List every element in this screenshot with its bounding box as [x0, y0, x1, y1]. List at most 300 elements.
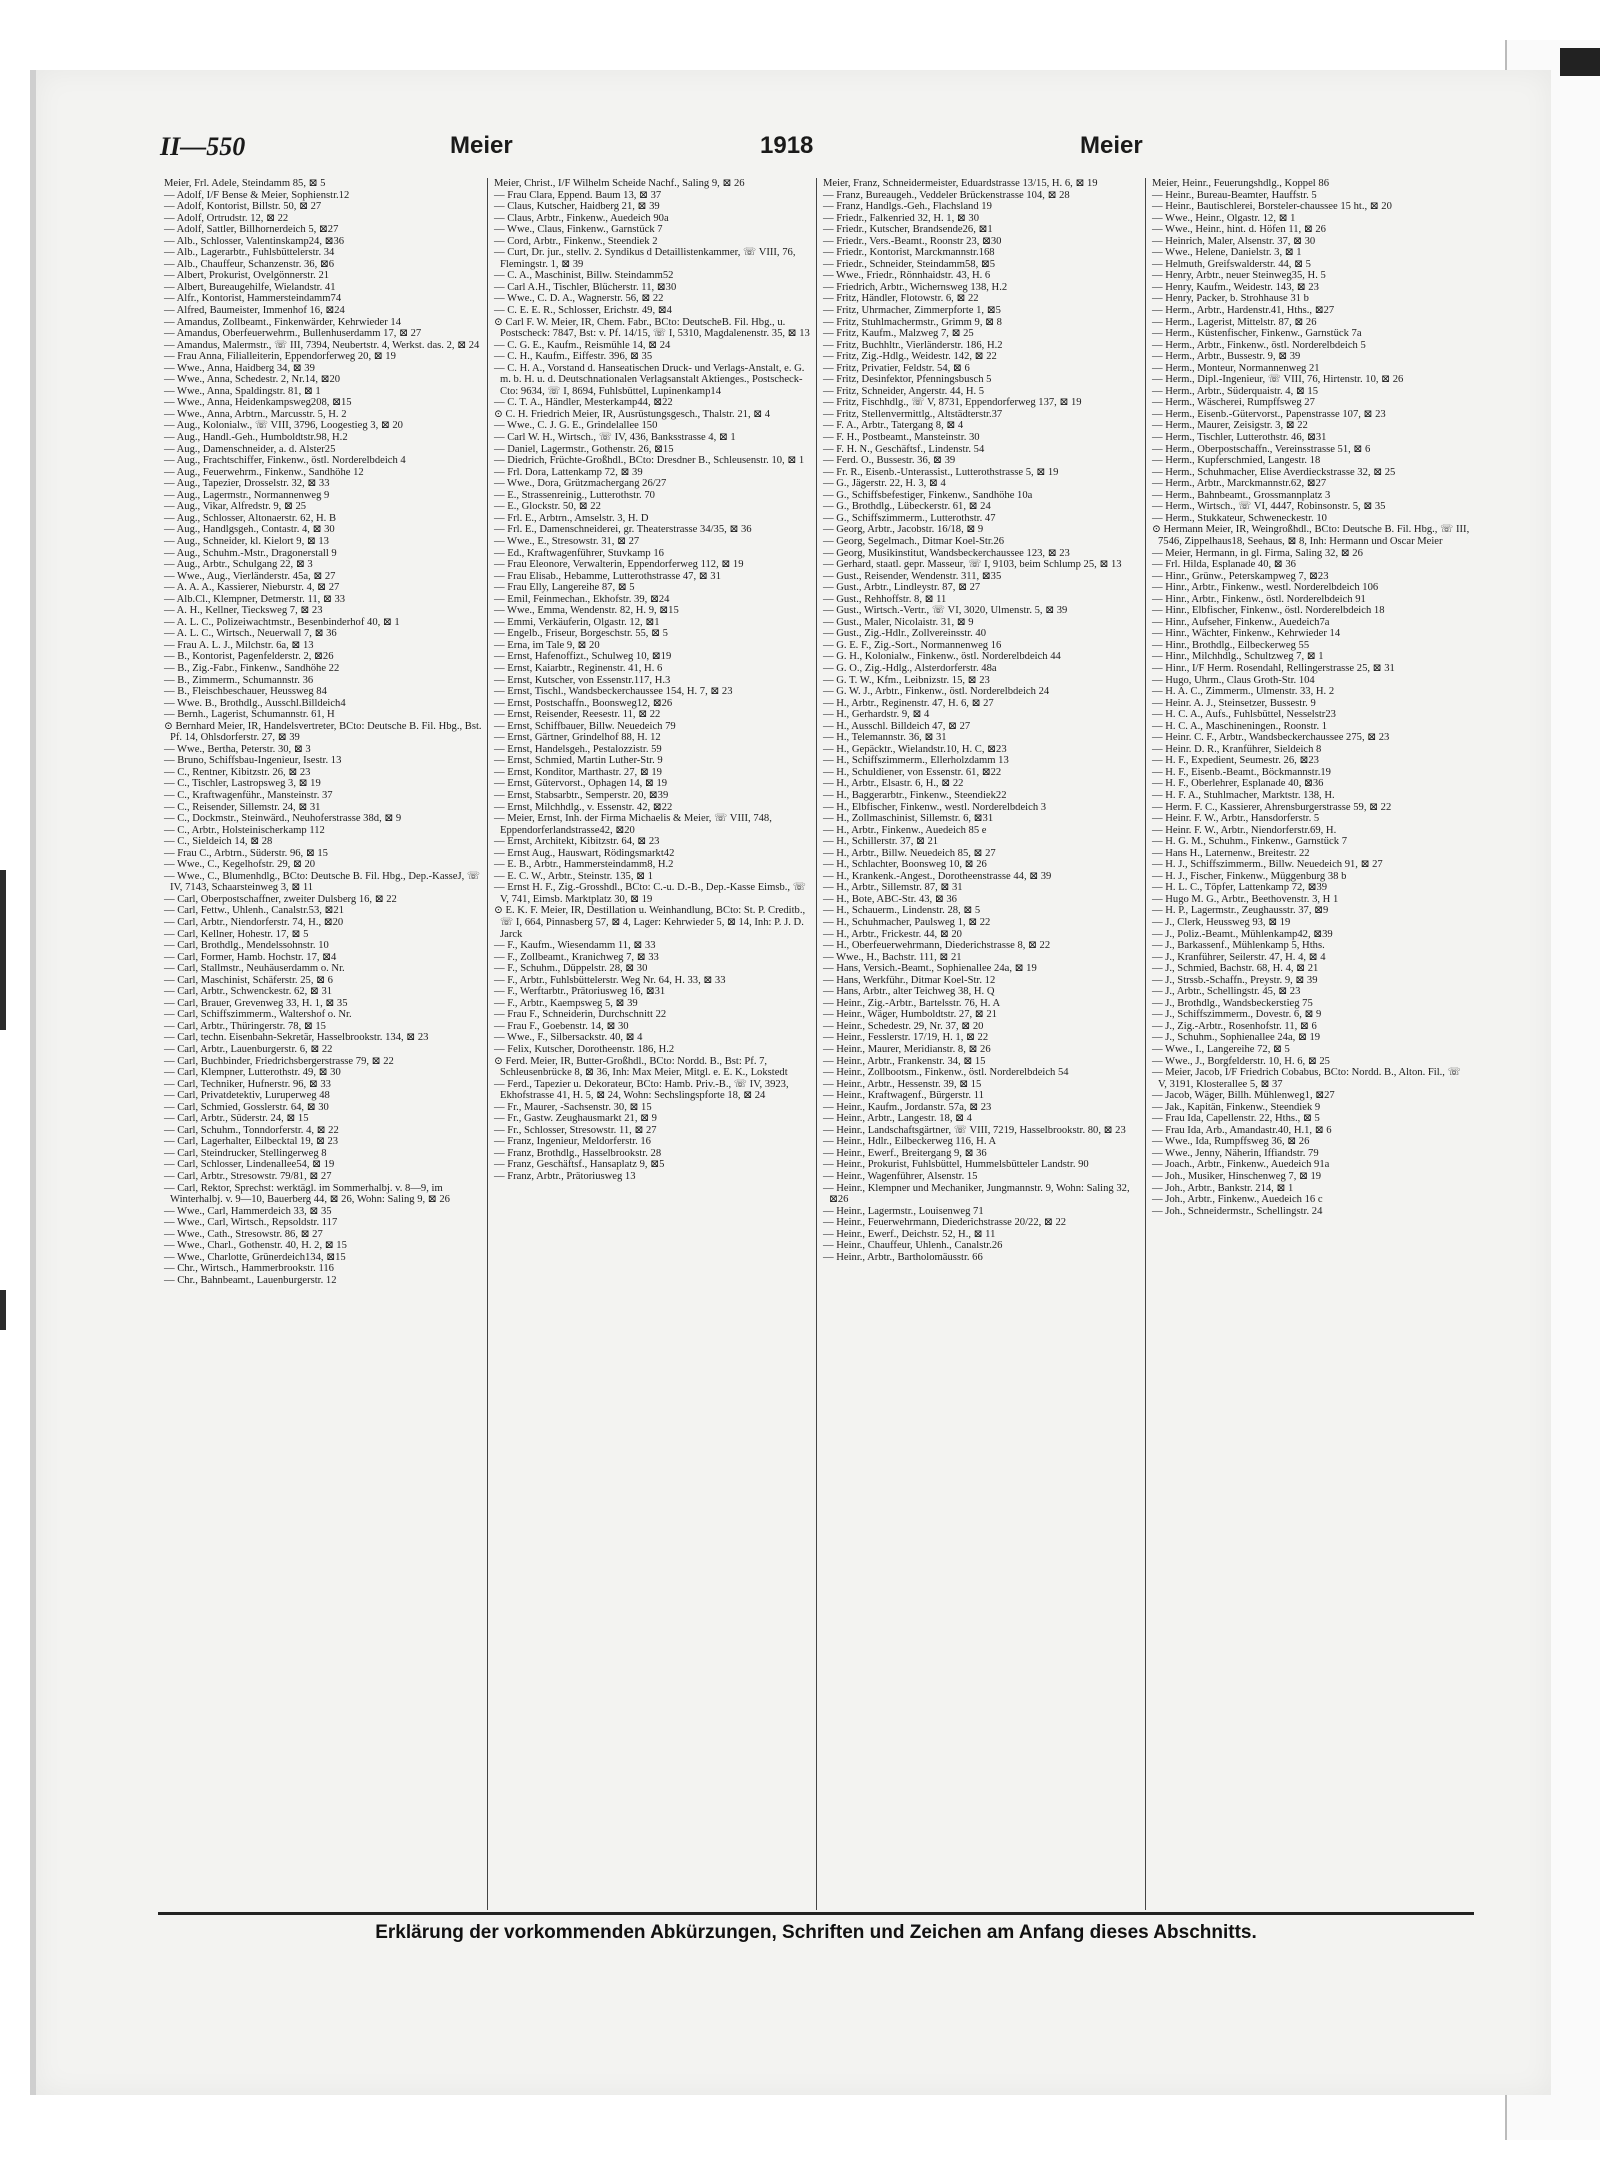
directory-entry: — Fr., Schlosser, Stresowstr. 11, ⊠ 27 — [494, 1124, 657, 1136]
directory-entry: — G. W. J., Arbtr., Finkenw., östl. Norderelbdeich 24 — [823, 686, 1050, 698]
directory-entry: — Fritz, Stellenvermittlg., Altstädterstr.37 — [823, 408, 1003, 420]
directory-entry: — Franz, Bureaugeh., Veddeler Brückenstrasse 104, ⊠ 28 — [823, 189, 1070, 201]
directory-entry: — B., Fleischbeschauer, Heussweg 84 — [164, 686, 327, 698]
directory-entry: — Heinr., Zig.-Arbtr., Bartelsstr. 76, H. A — [823, 997, 1001, 1009]
directory-entry: — Albert, Prokurist, Ovelgönnerstr. 21 — [164, 270, 330, 282]
directory-entry: — Herm., Bahnbeamt., Grossmannplatz 3 — [1152, 489, 1331, 501]
directory-entry: — E., Glockstr. 50, ⊠ 22 — [494, 501, 601, 513]
directory-entry: — H., Elbfischer, Finkenw., westl. Norderelbdeich 3 — [823, 801, 1047, 813]
directory-entry: — Aug., Schneider, kl. Kielort 9, ⊠ 13 — [164, 535, 329, 547]
directory-entry: — Alb.Cl., Klempner, Detmerstr. 11, ⊠ 33 — [164, 593, 346, 605]
directory-entry: — Heinr. D. R., Kranführer, Sieldeich 8 — [1152, 743, 1322, 755]
directory-entry: — Wwe., Anna, Heidenkampsweg208, ⊠15 — [164, 397, 352, 409]
directory-entry: ⊙ Hermann Meier, IR, Weingroßhdl., BCto: Deutsche B. Fil. Hbg., ☏ III, 7546, Zippelhaus18, Seehaus, ⊠ 8, Inh: Hermann und Oscar Meier — [1152, 524, 1470, 547]
directory-entry: — Carl, Schuhm., Tonndorferstr. 4, ⊠ 22 — [164, 1124, 339, 1136]
directory-entry: — G., Jägerstr. 22, H. 3, ⊠ 4 — [823, 478, 946, 490]
directory-entry: — Hugo, Uhrm., Claus Groth-Str. 104 — [1152, 674, 1315, 686]
directory-entry: — Franz, Geschäftsf., Hansaplatz 9, ⊠5 — [494, 1159, 665, 1171]
directory-entry: — J., Schmied, Bachstr. 68, H. 4, ⊠ 21 — [1152, 963, 1319, 975]
directory-entry: — Heinr., Wäger, Humboldtstr. 27, ⊠ 21 — [823, 1009, 997, 1021]
directory-entry: — Alb., Schlosser, Valentinskamp24, ⊠36 — [164, 235, 345, 247]
directory-entry: — Herm., Lagerist, Mittelstr. 87, ⊠ 26 — [1152, 316, 1317, 328]
directory-entry: — Gust., Zig.-Hdlr., Zollvereinsstr. 40 — [823, 628, 987, 640]
directory-entry: Meier, Christ., I/F Wilhelm Scheide Nachf., Saling 9, ⊠ 26 — [494, 178, 745, 189]
running-head-right: Meier — [1080, 132, 1143, 159]
directory-entry: — J., Zig.-Arbtr., Rosenhofstr. 11, ⊠ 6 — [1152, 1020, 1317, 1032]
directory-entry: — H., Arbtr., Frickestr. 44, ⊠ 20 — [823, 928, 962, 940]
directory-entry: — Ernst, Architekt, Kibitzstr. 64, ⊠ 23 — [494, 836, 660, 848]
directory-entry: — Joach., Arbtr., Finkenw., Auedeich 91a — [1152, 1159, 1330, 1171]
directory-entry: — Heinr., Kaufm., Jordanstr. 57a, ⊠ 23 — [823, 1101, 992, 1113]
directory-entry: — Alb., Lagerarbtr., Fuhlsbüttelerstr. 34 — [164, 247, 335, 259]
binding-mark — [0, 1290, 6, 1330]
directory-entry: — Herm., Wäscherei, Rumpffsweg 27 — [1152, 397, 1315, 409]
directory-entry: — Carl, Privatdetektiv, Luruperweg 48 — [164, 1090, 330, 1102]
directory-entry: — Herm., Oberpostschaffn., Vereinsstrasse 51, ⊠ 6 — [1152, 443, 1371, 455]
directory-entry: — Carl, Schlosser, Lindenallee54, ⊠ 19 — [164, 1159, 335, 1171]
directory-entry: — Ernst, Hafenoffizt., Schulweg 10, ⊠19 — [494, 651, 672, 663]
directory-entry: — Fritz, Privatier, Feldstr. 54, ⊠ 6 — [823, 362, 970, 374]
directory-entry: — H., Arbtr., Finkenw., Auedeich 85 e — [823, 824, 987, 836]
directory-entry: — C., Kraftwagenführ., Mansteinstr. 37 — [164, 789, 333, 801]
directory-entry: — Wwe., F., Silbersackstr. 40, ⊠ 4 — [494, 1032, 643, 1044]
directory-entry: — Ernst, Kutscher, von Essenstr.117, H.3 — [494, 674, 671, 686]
directory-entry: — Diedrich, Früchte-Großhdl., BCto: Dresdner B., Schleusenstr. 10, ⊠ 1 — [494, 455, 805, 467]
directory-entry: — C. A., Maschinist, Billw. Steindamm52 — [494, 270, 674, 282]
directory-entry: — J., Schuhm., Sophienallee 24a, ⊠ 19 — [1152, 1032, 1321, 1044]
directory-entry: — Frau Ida, Capellenstr. 22, Hths., ⊠ 5 — [1152, 1113, 1320, 1125]
directory-entry: — C., Reisender, Sillemstr. 24, ⊠ 31 — [164, 801, 321, 813]
directory-entry: — Heinr. C. F., Arbtr., Wandsbeckerchaussee 275, ⊠ 23 — [1152, 732, 1390, 744]
directory-entry: — Frau Clara, Eppend. Baum 13, ⊠ 37 — [494, 189, 662, 201]
directory-entry: — H. F. A., Stuhlmacher, Marktstr. 138, H. — [1152, 789, 1335, 801]
directory-entry: — Georg, Segelmach., Ditmar Koel-Str.26 — [823, 535, 1005, 547]
directory-entry: ⊙ C. H. Friedrich Meier, IR, Ausrüstungsgesch., Thalstr. 21, ⊠ 4 — [494, 408, 771, 420]
directory-entry: — Franz, Ingenieur, Meldorferstr. 16 — [494, 1136, 651, 1148]
directory-entry: — Carl, Klempner, Lutterothstr. 49, ⊠ 30 — [164, 1067, 341, 1079]
directory-entry: — Fritz, Stuhlmachermstr., Grimm 9, ⊠ 8 — [823, 316, 1002, 328]
directory-entry: — Aug., Kolonialw., ☏ VIII, 3796, Loogestieg 3, ⊠ 20 — [164, 420, 403, 432]
directory-entry: — Georg, Musikinstitut, Wandsbeckerchaussee 123, ⊠ 23 — [823, 547, 1070, 559]
directory-entry: — Frau Eleonore, Verwalterin, Eppendorferweg 112, ⊠ 19 — [494, 559, 744, 571]
directory-entry: — H., Arbtr., Elsastr. 6, H., ⊠ 22 — [823, 778, 964, 790]
directory-entry: — Hinr., Milchhdlg., Schultzweg 7, ⊠ 1 — [1152, 651, 1324, 663]
directory-entry: — Ernst, Schiffbauer, Billw. Neuedeich 79 — [494, 720, 676, 732]
directory-entry: — Helmuth, Greifswalderstr. 44, ⊠ 5 — [1152, 258, 1311, 270]
directory-entry: — Ernst, Kaiarbtr., Reginenstr. 41, H. 6 — [494, 662, 663, 674]
directory-entry: — H. J., Fischer, Finkenw., Müggenburg 38 b — [1152, 870, 1347, 882]
directory-entry: — Herm., Arbtr., Hardenstr.41, Hths., ⊠27 — [1152, 305, 1335, 317]
directory-entry: — C. H., Kaufm., Eiffestr. 396, ⊠ 35 — [494, 351, 653, 363]
directory-entry: — H. F., Oberlehrer, Esplanade 40, ⊠36 — [1152, 778, 1324, 790]
directory-entry: — Heinr., Ewerf., Deichstr. 52, H., ⊠ 11 — [823, 1228, 996, 1240]
directory-entry: — B., Kontorist, Pagenfelderstr. 2, ⊠26 — [164, 651, 334, 663]
directory-entry: — Aug., Feuerwehrm., Finkenw., Sandhöhe 12 — [164, 466, 364, 478]
directory-entry: — Heinr., Zollbootsm., Finkenw., östl. Norderelbdeich 54 — [823, 1067, 1069, 1079]
directory-entry: — C., Sieldeich 14, ⊠ 28 — [164, 836, 273, 848]
directory-entry: — Carl, Schmied, Gosslerstr. 64, ⊠ 30 — [164, 1101, 329, 1113]
directory-entry: — J., Kranführer, Seilerstr. 47, H. 4, ⊠ 4 — [1152, 951, 1326, 963]
directory-entry: — Chr., Wirtsch., Hammerbrookstr. 116 — [164, 1263, 334, 1275]
directory-entry: — Hans, Arbtr., alter Teichweg 38, H. Q — [823, 986, 995, 998]
directory-column — [487, 178, 816, 1910]
directory-entry: — Aug., Arbtr., Schulgang 22, ⊠ 3 — [164, 559, 313, 571]
directory-entry: — Ernst H. F., Zig.-Grosshdl., BCto: C.-u. D.-B., Dep.-Kasse Eimsb., ☏ V, 741, Eimsb. Marktplatz 30, ⊠ 19 — [494, 882, 806, 905]
directory-entry: — C. E. E. R., Schlosser, Erichstr. 49, ⊠4 — [494, 305, 672, 317]
directory-entry: — Heinr. F. W., Arbtr., Hansdorferstr. 5 — [1152, 813, 1320, 825]
directory-entry: — Frau F., Goebenstr. 14, ⊠ 30 — [494, 1020, 629, 1032]
directory-entry: — Gust., Maler, Nicolaistr. 31, ⊠ 9 — [823, 616, 974, 628]
directory-entry: — G. T. W., Kfm., Leibnizstr. 15, ⊠ 23 — [823, 674, 990, 686]
directory-entry: — Heinr. F. W., Arbtr., Niendorferstr.69, H. — [1152, 824, 1337, 836]
directory-entry: — Erna, im Tale 9, ⊠ 20 — [494, 639, 600, 651]
directory-entry: — Hans H., Laternenw., Breitestr. 22 — [1152, 847, 1310, 859]
directory-entry: — Henry, Arbtr., neuer Steinweg35, H. 5 — [1152, 270, 1326, 282]
directory-entry: — Hinr., Elbfischer, Finkenw., östl. Norderelbdeich 18 — [1152, 605, 1385, 617]
directory-entry: — Carl, Maschinist, Schäferstr. 25, ⊠ 6 — [164, 974, 333, 986]
directory-entry: — H., Schuldiener, von Essenstr. 61, ⊠22 — [823, 766, 1002, 778]
directory-entry: — Aug., Damenschneider, a. d. Alster25 — [164, 443, 336, 455]
directory-entry: — Heinr., Arbtr., Langestr. 18, ⊠ 4 — [823, 1113, 972, 1125]
directory-entry: — Alb., Chauffeur, Schanzenstr. 36, ⊠6 — [164, 258, 335, 270]
directory-entry: — Meier, Hermann, in gl. Firma, Saling 32, ⊠ 26 — [1152, 547, 1363, 559]
directory-entry: — J., Barkassenf., Mühlenkamp 5, Hths. — [1152, 940, 1325, 952]
directory-entry: — Hinr., Aufseher, Finkenw., Auedeich7a — [1152, 616, 1330, 628]
directory-entry: — Franz, Handlgs.-Geh., Flachsland 19 — [823, 201, 992, 213]
directory-entry: — Friedr., Schneider, Steindamm58, ⊠5 — [823, 258, 996, 270]
directory-entry: — Amandus, Zollbeamt., Finkenwärder, Kehrwieder 14 — [164, 316, 401, 328]
directory-entry: — Wwe., Charlotte, Grünerdeich134, ⊠15 — [164, 1251, 346, 1263]
directory-entry: ⊙ E. K. F. Meier, IR, Destillation u. Weinhandlung, BCto: St. P. Creditb., ☏ I, 664, Pinnasberg 57, ⊠ 4, Lager: Kehrwieder 5, ⊠ 14, Inh: P. J. D. Jarck — [494, 905, 806, 940]
directory-entry: — Jak., Kapitän, Finkenw., Steendiek 9 — [1152, 1101, 1321, 1113]
directory-entry: — Ernst, Schmied, Martin Luther-Str. 9 — [494, 755, 663, 767]
directory-entry: — Ernst, Tischl., Wandsbeckerchaussee 154, H. 7, ⊠ 23 — [494, 686, 733, 698]
directory-entry: — Carl, Buchbinder, Friedrichsbergerstrasse 79, ⊠ 22 — [164, 1055, 394, 1067]
directory-entry: — Wwe., Claus, Finkenw., Garnstück 7 — [494, 224, 663, 236]
directory-entry: — Heinrich, Maler, Alsenstr. 37, ⊠ 30 — [1152, 235, 1316, 247]
directory-entry: Meier, Franz, Schneidermeister, Eduardstrasse 13/15, H. 6, ⊠ 19 — [823, 178, 1098, 189]
directory-entry: — Henry, Kaufm., Weidestr. 143, ⊠ 23 — [1152, 281, 1319, 293]
directory-entry: — Heinr., Lagermstr., Louisenweg 71 — [823, 1205, 984, 1217]
directory-entry: — Gust., Arbtr., Lindleystr. 87, ⊠ 27 — [823, 582, 981, 594]
directory-entry: — H., Telemannstr. 36, ⊠ 31 — [823, 732, 947, 744]
directory-entry: Meier, Heinr., Feuerungshdlg., Koppel 86 — [1152, 178, 1329, 189]
directory-entry: — F. H., Postbeamt., Mansteinstr. 30 — [823, 432, 980, 444]
directory-entry: — Henry, Packer, b. Strohhause 31 b — [1152, 293, 1309, 305]
directory-entry: — Hans, Versich.-Beamt., Sophienallee 24a, ⊠ 19 — [823, 963, 1037, 975]
directory-entry: — Ferd. O., Bussestr. 36, ⊠ 39 — [823, 455, 956, 467]
directory-entry: — Adolf, Ortrudstr. 12, ⊠ 22 — [164, 212, 289, 224]
directory-entry: — Fritz, Buchhltr., Vierländerstr. 186, H.2 — [823, 339, 1003, 351]
directory-entry: — F. H. N., Geschäftsf., Lindenstr. 54 — [823, 443, 985, 455]
directory-entry: — J., Poliz.-Beamt., Mühlenkamp42, ⊠39 — [1152, 928, 1333, 940]
directory-entry: — F., Kaufm., Wiesendamm 11, ⊠ 33 — [494, 940, 656, 952]
directory-entry: — Wwe., Dora, Grützmachergang 26/27 — [494, 478, 667, 490]
directory-entry: — Hinr., Brothdlg., Eilbeckerweg 55 — [1152, 639, 1310, 651]
directory-entry: — Carl A.H., Tischler, Blücherstr. 11, ⊠30 — [494, 281, 677, 293]
directory-entry: — F., Arbtr., Fuhlsbüttelerstr. Weg Nr. 64, H. 33, ⊠ 33 — [494, 974, 726, 986]
directory-entry: — Hinr., Grünw., Peterskampweg 7, ⊠23 — [1152, 570, 1329, 582]
directory-entry: — Wwe., C., Kegelhofstr. 29, ⊠ 20 — [164, 859, 316, 871]
directory-entry: — Wwe., Anna, Spaldingstr. 81, ⊠ 1 — [164, 385, 321, 397]
directory-entry: — Wwe., E., Stresowstr. 31, ⊠ 27 — [494, 535, 640, 547]
directory-entry: — C. G. E., Kaufm., Reismühle 14, ⊠ 24 — [494, 339, 671, 351]
directory-entry: — Wwe., Carl, Wirtsch., Repsoldstr. 117 — [164, 1217, 338, 1229]
directory-entry: — Friedr., Vers.-Beamt., Roonstr 23, ⊠30 — [823, 235, 1002, 247]
directory-entry: — F., Arbtr., Kaempsweg 5, ⊠ 39 — [494, 997, 638, 1009]
directory-entry: — Ernst, Milchhdlg., v. Essenstr. 42, ⊠22 — [494, 801, 673, 813]
directory-entry: — Claus, Arbtr., Finkenw., Auedeich 90a — [494, 212, 669, 224]
directory-entry: — A. L. C., Wirtsch., Neuerwall 7, ⊠ 36 — [164, 628, 337, 640]
directory-entry: — Ernst, Gärtner, Grindelhof 88, H. 12 — [494, 732, 661, 744]
directory-entry: — Emil, Feinmechan., Ekhofstr. 39, ⊠24 — [494, 593, 670, 605]
directory-entry: — Carl, Steindrucker, Stellingerweg 8 — [164, 1147, 327, 1159]
directory-entry: — Carl, Arbtr., Süderstr. 24, ⊠ 15 — [164, 1113, 309, 1125]
directory-entry: — Frau Ida, Arb., Amandastr.40, H.1, ⊠ 6 — [1152, 1124, 1332, 1136]
directory-entry: — Aug., Schlosser, Altonaerstr. 62, H. B — [164, 512, 337, 524]
directory-entry: — H. G. M., Schuhm., Finkenw., Garnstück 7 — [1152, 836, 1347, 848]
directory-entry: — Hinr., I/F Herm. Rosendahl, Rellingerstrasse 25, ⊠ 31 — [1152, 662, 1395, 674]
directory-entry: — Herm., Arbtr., Süderquaistr. 4, ⊠ 15 — [1152, 385, 1319, 397]
directory-entry: — Carl, Schiffszimmerm., Waltershof o. Nr. — [164, 1009, 352, 1021]
directory-column — [1145, 178, 1474, 1910]
directory-entry: — Adolf, Kontorist, Billstr. 50, ⊠ 27 — [164, 201, 322, 213]
directory-entry: — Wwe., Helene, Danielstr. 3, ⊠ 1 — [1152, 247, 1302, 259]
directory-entry: — Frl. E., Arbtrn., Amselstr. 3, H. D — [494, 512, 649, 524]
directory-entry: — Herm., Eisenb.-Gütervorst., Papenstrasse 107, ⊠ 23 — [1152, 408, 1386, 420]
directory-entry: — Carl, Fettw., Uhlenh., Canalstr.53, ⊠21 — [164, 905, 345, 917]
directory-entry: — Aug., Lagermstr., Normannenweg 9 — [164, 489, 330, 501]
directory-entry: — F., Schuhm., Düppelstr. 28, ⊠ 30 — [494, 963, 648, 975]
directory-entry: — F. A., Arbtr., Tatergang 8, ⊠ 4 — [823, 420, 964, 432]
directory-entry: — Heinr., Prokurist, Fuhlsbüttel, Hummelsbütteler Landstr. 90 — [823, 1159, 1089, 1171]
directory-entry: — Frl. Hilda, Esplanade 40, ⊠ 36 — [1152, 559, 1296, 571]
directory-entry: — Wwe., I., Langereihe 72, ⊠ 5 — [1152, 1044, 1290, 1056]
directory-entry: — Herm., Monteur, Normannenweg 21 — [1152, 362, 1320, 374]
directory-entry: — Carl, Rektor, Sprechst: werktägl. im Sommerhalbj. v. 8—9, im Winterhalbj. v. 9—10, Bauerberg 44, ⊠ 26, Wohn: Saling 9, ⊠ 26 — [164, 1182, 450, 1206]
directory-entry: — Herm., Arbtr., Finkenw., östl. Norderelbdeich 5 — [1152, 339, 1366, 351]
directory-entry: — Fritz, Händler, Flotowstr. 6, ⊠ 22 — [823, 293, 979, 305]
directory-entry: — J., Strssb.-Schaffn., Preystr. 9, ⊠ 39 — [1152, 974, 1318, 986]
directory-entry: — Wwe., Bertha, Peterstr. 30, ⊠ 3 — [164, 743, 311, 755]
directory-entry: — Joh., Arbtr., Bankstr. 214, ⊠ 1 — [1152, 1182, 1294, 1194]
directory-entry: — Hinr., Arbtr., Finkenw., östl. Norderelbdeich 91 — [1152, 593, 1366, 605]
directory-entry: — Aug., Tapezier, Drosselstr. 32, ⊠ 33 — [164, 478, 330, 490]
directory-entry: — Gerhard, staatl. gepr. Masseur, ☏ I, 9103, beim Schlump 25, ⊠ 13 — [823, 559, 1122, 571]
directory-entry: — Herm. F. C., Kassierer, Ahrensburgerstrasse 59, ⊠ 22 — [1152, 801, 1392, 813]
directory-entry: — Felix, Kutscher, Dorotheenstr. 186, H.2 — [494, 1044, 675, 1056]
directory-entry: — Amandus, Malermstr., ☏ III, 7394, Neubertstr. 4, Werkst. das. 2, ⊠ 24 — [164, 339, 480, 351]
directory-entry: — Hugo M. G., Arbtr., Beethovenstr. 3, H 1 — [1152, 893, 1339, 905]
directory-entry: — Hinr., Arbtr., Finkenw., westl. Norderelbdeich 106 — [1152, 582, 1379, 594]
directory-entry: — H. F., Eisenb.-Beamt., Böckmannstr.19 — [1152, 766, 1331, 778]
directory-entry: — Wwe., Ida, Rumpffsweg 36, ⊠ 26 — [1152, 1136, 1310, 1148]
directory-entry: — Claus, Kutscher, Haidberg 21, ⊠ 39 — [494, 201, 660, 213]
directory-entry: — Friedr., Kontorist, Marckmannstr.168 — [823, 247, 995, 259]
directory-entry: — Friedrich, Arbtr., Wichernsweg 138, H.2 — [823, 281, 1008, 293]
directory-entry: — H., Arbtr., Billw. Neuedeich 85, ⊠ 27 — [823, 847, 996, 859]
directory-entry: — H., Ausschl. Billdeich 47, ⊠ 27 — [823, 720, 971, 732]
directory-entry: — J., Clerk, Heussweg 93, ⊠ 19 — [1152, 917, 1291, 928]
directory-entry: — Fr., Gastw. Zeughausmarkt 21, ⊠ 9 — [494, 1113, 657, 1125]
directory-entry: — Wwe., Jenny, Näherin, Iffiandstr. 79 — [1152, 1147, 1319, 1159]
directory-entry: — Herm., Maurer, Zeisigstr. 3, ⊠ 22 — [1152, 420, 1308, 432]
directory-entry: — Wwe., Charl., Gothenstr. 40, H. 2, ⊠ 15 — [164, 1240, 347, 1252]
scan-corner-mark — [1560, 48, 1600, 76]
directory-entry: — F., Zollbeamt., Kranichweg 7, ⊠ 33 — [494, 951, 659, 963]
directory-entry: ⊙ Bernhard Meier, IR, Handelsvertreter, BCto: Deutsche B. Fil. Hbg., Bst. Pf. 14, Ohlsdorferstr. 27, ⊠ 39 — [164, 720, 482, 744]
directory-entry: — Wwe., Cath., Stresowstr. 86, ⊠ 27 — [164, 1228, 323, 1240]
directory-entry: — Frau F., Schneiderin, Durchschnitt 22 — [494, 1009, 667, 1021]
directory-entry: — Albert, Bureaugehilfe, Wielandstr. 41 — [164, 281, 336, 293]
directory-entry: — Alfred, Baumeister, Immenhof 16, ⊠24 — [164, 305, 345, 317]
directory-entry: — Heinr., Arbtr., Bartholomäusstr. 66 — [823, 1251, 983, 1263]
directory-entry: — A. L. C., Polizeiwachtmstr., Besenbinderhof 40, ⊠ 1 — [164, 616, 400, 628]
directory-entry: — C., Arbtr., Holsteinischerkamp 112 — [164, 824, 325, 836]
directory-column — [158, 178, 487, 1910]
directory-entry: — Aug., Handl.-Geh., Humboldtstr.98, H.2 — [164, 432, 348, 444]
directory-entry: — Frl. Dora, Lattenkamp 72, ⊠ 39 — [494, 466, 643, 478]
directory-entry: — Wwe., Anna, Haidberg 34, ⊠ 39 — [164, 362, 315, 374]
directory-entry: — H., Krankenk.-Angest., Dorotheenstrasse 44, ⊠ 39 — [823, 870, 1052, 882]
directory-entry: — Heinr., Hdlr., Eilbeckerweg 116, H. A — [823, 1136, 997, 1148]
directory-entry: — H. L. C., Töpfer, Lattenkamp 72, ⊠39 — [1152, 882, 1328, 894]
directory-entry: — Carl, Lagerhalter, Eilbecktal 19, ⊠ 23 — [164, 1136, 339, 1148]
directory-entry: — E. C. W., Arbtr., Steinstr. 135, ⊠ 1 — [494, 870, 653, 882]
directory-entry: — Aug., Frachtschiffer, Finkenw., östl. Norderelbdeich 4 — [164, 455, 406, 467]
directory-entry: — Aug., Vikar, Alfredstr. 9, ⊠ 25 — [164, 501, 307, 513]
binding-mark — [0, 870, 6, 1030]
directory-entry: — C. H. A., Vorstand d. Hanseatischen Druck- und Verlags-Anstalt, e. G. m. b. H. u. d. Deutschnationalen Verlagsanstalt Aktienges., Postscheck-Cto: 9634, ☏ I, 8694, Fuhlsbüttel, Lupinenkamp14 — [494, 362, 805, 397]
directory-entry: — H. C. A., Maschineningen., Roonstr. 1 — [1152, 720, 1328, 732]
directory-entry: — Ernst, Handelsgeh., Pestalozzistr. 59 — [494, 743, 662, 755]
directory-entry: — Heinr., Schedestr. 29, Nr. 37, ⊠ 20 — [823, 1020, 984, 1032]
directory-entry: Meier, Frl. Adele, Steindamm 85, ⊠ 5 — [164, 178, 326, 189]
directory-entry: — Carl, Arbtr., Thüringerstr. 78, ⊠ 15 — [164, 1020, 326, 1032]
directory-entry: — Frau Elly, Langereihe 87, ⊠ 5 — [494, 582, 635, 594]
directory-entry: — Wwe. B., Brothdlg., Ausschl.Billdeich4 — [164, 697, 346, 709]
directory-entry: — Herm., Tischler, Lutterothstr. 46, ⊠31 — [1152, 432, 1327, 444]
directory-entry: — F., Werftarbtr., Prätoriusweg 16, ⊠31 — [494, 986, 666, 998]
directory-entry: — Carl, Oberpostschaffner, zweiter Dulsberg 16, ⊠ 22 — [164, 893, 397, 905]
directory-entry: — J., Schiffszimmerm., Dovestr. 6, ⊠ 9 — [1152, 1009, 1322, 1021]
directory-entry: — Ernst, Konditor, Marthastr. 27, ⊠ 19 — [494, 766, 662, 778]
directory-entry: — Meier, Jacob, I/F Friedrich Cobabus, BCto: Nordd. B., Alton. Fil., ☏ V, 3191, Klosterallee 5, ⊠ 37 — [1152, 1067, 1461, 1090]
directory-entry: — Frau C., Arbtrn., Süderstr. 96, ⊠ 15 — [164, 847, 328, 859]
directory-entry: — Wwe., Carl, Hammerdeich 33, ⊠ 35 — [164, 1205, 332, 1217]
directory-entry: — Heinr., Fesslerstr. 17/19, H. 1, ⊠ 22 — [823, 1032, 989, 1044]
directory-entry: — Fr. R., Eisenb.-Unterassist., Lutterothstrasse 5, ⊠ 19 — [823, 466, 1059, 478]
directory-entry: — Gust., Reisender, Wendenstr. 311, ⊠35 — [823, 570, 1002, 582]
directory-entry: — H., Schauerm., Lindenstr. 28, ⊠ 5 — [823, 905, 981, 917]
directory-entry: — G., Schiffszimmerm., Lutterothstr. 47 — [823, 512, 996, 524]
directory-entry: — H., Schiffszimmerm., Ellerholzdamm 13 — [823, 755, 1009, 767]
directory-entry: — Herm., Kupferschmied, Langestr. 18 — [1152, 455, 1321, 467]
directory-entry: — Wwe., C. D. A., Wagnerstr. 56, ⊠ 22 — [494, 293, 664, 305]
directory-entry: — H., Zollmaschinist, Sillemstr. 6, ⊠31 — [823, 813, 994, 825]
directory-entry: — Fritz, Zig.-Hdlg., Weidestr. 142, ⊠ 22 — [823, 351, 997, 363]
directory-entry: — H., Arbtr., Reginenstr. 47, H. 6, ⊠ 27 — [823, 697, 994, 709]
directory-entry: — Wwe., Anna, Schedestr. 2, Nr.14, ⊠20 — [164, 374, 341, 386]
directory-entry: — H., Bote, ABC-Str. 43, ⊠ 36 — [823, 893, 957, 905]
directory-entry: — Wwe., Aug., Vierländerstr. 45a, ⊠ 27 — [164, 570, 336, 582]
directory-entry: — A. H., Kellner, Tiecksweg 7, ⊠ 23 — [164, 605, 323, 617]
directory-entry: — Wwe., C., Blumenhdlg., BCto: Deutsche B. Fil. Hbg., Dep.-KasseJ, ☏ IV, 7143, Schaarsteinweg 3, ⊠ 11 — [164, 870, 481, 894]
directory-entry: — Cord, Arbtr., Finkenw., Steendiek 2 — [494, 235, 658, 247]
directory-entry: — Heinr., Ewerf., Breitergang 9, ⊠ 36 — [823, 1147, 987, 1159]
page-header — [160, 128, 1470, 168]
directory-entry: — E. B., Arbtr., Hammersteindamm8, H.2 — [494, 859, 674, 871]
directory-entry: — H., Gerhardstr. 9, ⊠ 4 — [823, 709, 930, 721]
directory-entry: — Ed., Kraftwagenführer, Stuvkamp 16 — [494, 547, 664, 559]
bottom-rule — [158, 1912, 1474, 1915]
directory-entry: — H. C. A., Aufs., Fuhlsbüttel, Nesselstr23 — [1152, 709, 1336, 721]
directory-entry: — Hans, Werkführ., Ditmar Koel-Str. 12 — [823, 974, 996, 986]
directory-entry: — Frau A. L. J., Milchstr. 6a, ⊠ 13 — [164, 639, 314, 651]
directory-entry: — Heinr., Arbtr., Frankenstr. 34, ⊠ 15 — [823, 1055, 986, 1067]
directory-entry: — Carl, Arbtr., Niendorferstr. 74, H., ⊠20 — [164, 917, 344, 928]
directory-entry: — Ernst Aug., Hauswart, Rödingsmarkt42 — [494, 847, 675, 859]
directory-entry: — Friedr., Falkenried 32, H. 1, ⊠ 30 — [823, 212, 979, 224]
directory-entry: — Heinr., Wagenführer, Alsenstr. 15 — [823, 1171, 978, 1183]
directory-entry: — Amandus, Oberfeuerwehrm., Bullenhuserdamm 17, ⊠ 27 — [164, 328, 422, 340]
directory-entry: — Heinr., Klempner und Mechaniker, Jungmannstr. 9, Wohn: Saling 32, ⊠26 — [823, 1182, 1130, 1206]
directory-entry: — Wwe., Heinr., hint. d. Höfen 11, ⊠ 26 — [1152, 224, 1326, 236]
directory-entry: — Adolf, Sattler, Billhornerdeich 5, ⊠27 — [164, 224, 339, 236]
directory-entry: — Carl, Stallmstr., Neuhäuserdamm o. Nr. — [164, 963, 345, 975]
directory-entry: — Frau Anna, Filialleiterin, Eppendorferweg 20, ⊠ 19 — [164, 351, 396, 363]
directory-entry: — Heinr., Maurer, Meridianstr. 8, ⊠ 26 — [823, 1044, 991, 1056]
directory-entry: — H., Oberfeuerwehrmann, Diederichstrasse 8, ⊠ 22 — [823, 940, 1051, 952]
directory-entry: — Gust., Wirtsch.-Vertr., ☏ VI, 3020, Ulmenstr. 5, ⊠ 39 — [823, 605, 1068, 617]
directory-entry: — G., Schiffsbefestiger, Finkenw., Sandhöhe 10a — [823, 489, 1033, 501]
directory-entry: — Fritz, Uhrmacher, Zimmerpforte 1, ⊠5 — [823, 305, 1001, 317]
directory-entry: — Carl, Former, Hamb. Hochstr. 17, ⊠4 — [164, 951, 337, 963]
directory-entry: — Bruno, Schiffsbau-Ingenieur, Isestr. 13 — [164, 755, 342, 767]
directory-entry: — H., Schillerstr. 37, ⊠ 21 — [823, 836, 939, 848]
directory-entry: — Fr., Maurer, -Sachsenstr. 30, ⊠ 15 — [494, 1101, 652, 1113]
directory-entry: — Ernst, Stabsarbtr., Semperstr. 20, ⊠39 — [494, 789, 669, 801]
page-number: II—550 — [160, 132, 246, 161]
directory-entry: — Aug., Schuhm.-Mstr., Dragonerstall 9 — [164, 547, 337, 559]
directory-entry: — Ernst, Reisender, Reesestr. 11, ⊠ 22 — [494, 709, 661, 721]
directory-entry: — C. T. A., Händler, Mesterkamp44, ⊠22 — [494, 397, 673, 409]
directory-entry: — Carl, Kellner, Hohestr. 17, ⊠ 5 — [164, 928, 309, 940]
directory-entry: — H., Schuhmacher, Paulsweg 1, ⊠ 22 — [823, 917, 991, 928]
directory-entry: — H. J., Schiffszimmerm., Billw. Neuedeich 91, ⊠ 27 — [1152, 859, 1383, 871]
directory-entry: — Herm., Wirtsch., ☏ VI, 4447, Robinsonstr. 5, ⊠ 35 — [1152, 501, 1386, 513]
directory-entry: — H. F., Expedient, Seumestr. 26, ⊠23 — [1152, 755, 1319, 767]
directory-entry: — Fritz, Kaufm., Malzweg 7, ⊠ 25 — [823, 328, 974, 340]
directory-entry: — Joh., Schneidermstr., Schellingstr. 24 — [1152, 1205, 1323, 1217]
directory-entry: — G. E. F., Zig.-Sort., Normannenweg 16 — [823, 639, 1002, 651]
directory-entry: — H., Baggerarbtr., Finkenw., Steendiek22 — [823, 789, 1007, 801]
directory-entry: — Jacob, Wäger, Billh. Mühlenweg1, ⊠27 — [1152, 1090, 1335, 1102]
directory-entry: — A. A. A., Kassierer, Nieburstr. 4, ⊠ 27 — [164, 582, 340, 594]
footer-note: Erklärung der vorkommenden Abkürzungen, Schriften und Zeichen am Anfang dieses Abschnitts. — [375, 1922, 1257, 1943]
directory-entry: — Carl, Arbtr., Stresowstr. 79/81, ⊠ 27 — [164, 1171, 332, 1183]
directory-entry: — Fritz, Schneider, Angerstr. 44, H. 5 — [823, 385, 985, 397]
directory-entry: — Adolf, I/F Bense & Meier, Sophienstr.12 — [164, 189, 350, 201]
directory-entry: — Heinr., Chauffeur, Uhlenh., Canalstr.26 — [823, 1240, 1003, 1252]
directory-entry: — Fritz, Fischhdlg., ☏ V, 8731, Eppendorferweg 137, ⊠ 19 — [823, 397, 1082, 409]
directory-entry: — Daniel, Lagermstr., Gothenstr. 26, ⊠15 — [494, 443, 674, 455]
directory-entry: — Carl, Brothdlg., Mendelssohnstr. 10 — [164, 940, 329, 952]
directory-entry: — Emmi, Verkäuferin, Olgastr. 12, ⊠1 — [494, 616, 660, 628]
directory-entry: — Wwe., Anna, Arbtrn., Marcusstr. 5, H. 2 — [164, 408, 347, 420]
directory-entry: — H., Gepäcktr., Wielandstr.10, H. C, ⊠23 — [823, 743, 1007, 755]
directory-entry: — Carl, Arbtr., Schwenckestr. 62, ⊠ 31 — [164, 986, 333, 998]
